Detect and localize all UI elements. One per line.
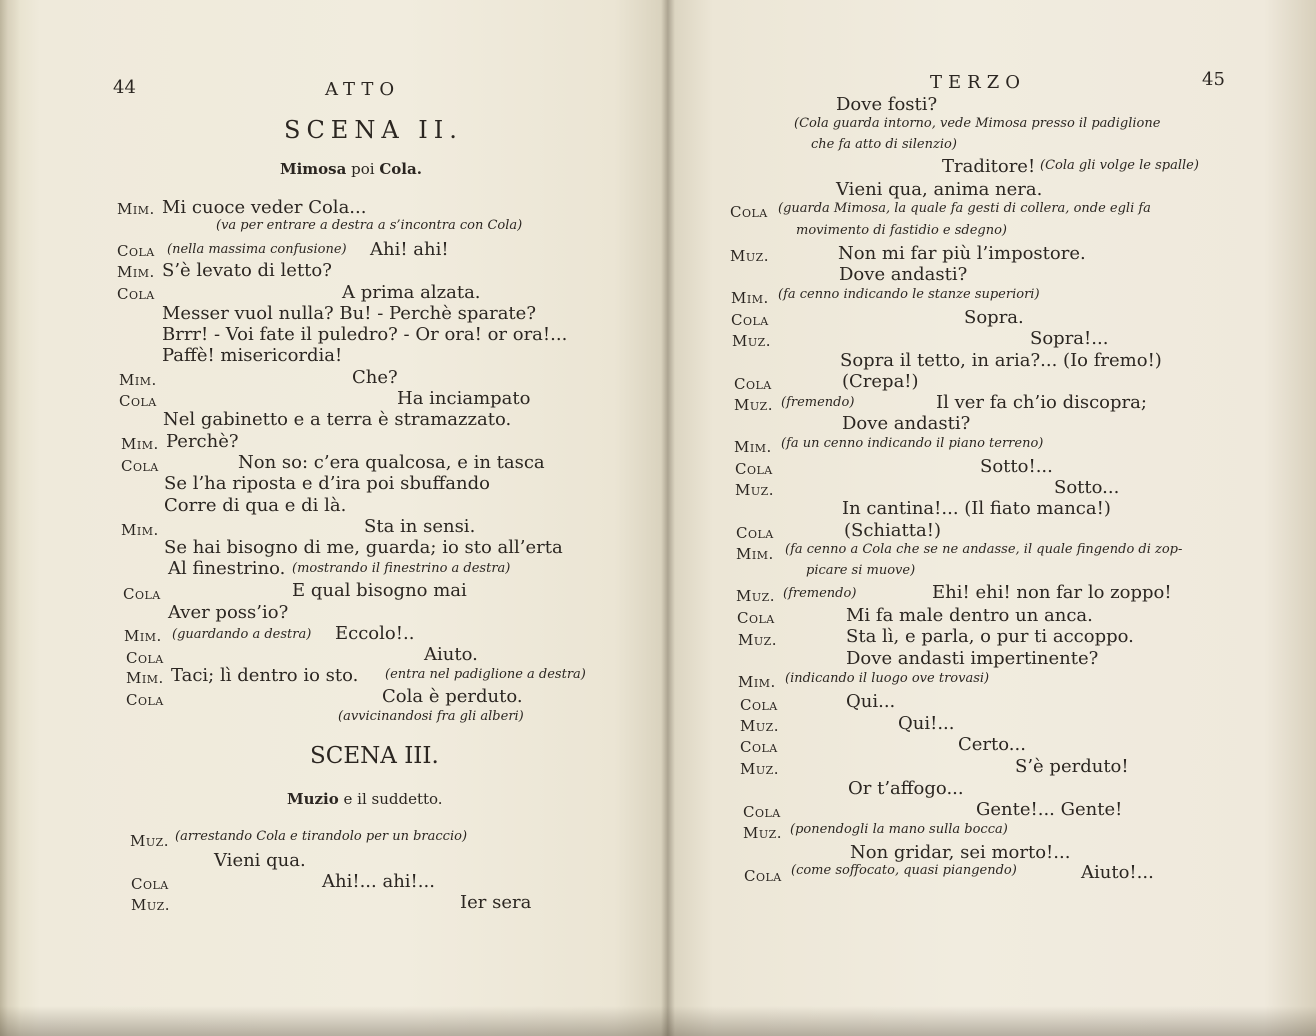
running-head: ATTO [325,79,401,100]
speaker: Cola [126,649,164,667]
page-number: 44 [113,77,136,98]
speaker: Mim. [124,627,162,645]
verse-line: Non mi far più l’impostore. [838,243,1086,264]
verse-line: In cantina!... (Il fiato manca!) [842,498,1111,519]
verse-line: Sotto!... [980,456,1053,477]
verse-line: S’è perduto! [1015,756,1129,777]
verse-line: E qual bisogno mai [292,580,467,601]
stage-direction: (indicando il luogo ove trovasi) [785,671,990,686]
stage-direction: (va per entrare a destra a s’incontra con Cola) [216,218,523,233]
verse-line: Al finestrino. [168,558,286,579]
speaker: Cola [737,609,775,627]
stage-direction: movimento di fastidio e sdegno) [796,223,1008,238]
stage-direction: (guardando a destra) [172,627,312,642]
speaker: Cola [730,203,768,221]
stage-direction: (fa un cenno indicando il piano terreno) [781,436,1044,451]
verse-line: Qui... [846,691,896,712]
speaker: Mim. [731,289,769,307]
right-page [668,0,1316,1036]
verse-line: Se l’ha riposta e d’ira poi sbuffando [164,473,490,494]
verse-line: Certo... [958,734,1026,755]
verse-line: Messer vuol nulla? Bu! - Perchè sparate? [162,303,536,324]
verse-line: S’è levato di letto? [162,260,332,281]
speaker: Muz. [130,832,170,850]
speaker: Cola [734,375,772,393]
stage-direction: (fremendo) [781,395,855,410]
speaker: Cola [121,457,159,475]
stage-direction: (fremendo) [783,586,857,601]
speaker: Muz. [740,760,780,778]
speaker: Cola [117,285,155,303]
verse-line: Nel gabinetto e a terra è stramazzato. [163,409,512,430]
verse-line: Ier sera [460,892,532,913]
speaker: Mim. [117,200,155,218]
connector-text: poi [351,160,375,178]
stage-direction: che fa atto di silenzio) [811,137,957,152]
speaker: Cola [735,460,773,478]
stage-direction: (Cola gli volge le spalle) [1040,158,1199,173]
verse-line: Vieni qua, anima nera. [836,179,1043,200]
speaker: Mim. [121,435,159,453]
stage-direction: (arrestando Cola e tirandolo per un braccio) [175,829,468,844]
verse-line: (Schiatta!) [844,520,941,541]
speaker: Muz. [740,717,780,735]
book-gutter [661,0,675,1036]
stage-direction: (fa cenno indicando le stanze superiori) [778,287,1040,302]
speaker: Muz. [732,332,772,350]
speaker: Mim. [736,545,774,563]
verse-line: Traditore! [942,156,1036,177]
character-name: Cola. [379,160,422,178]
scene-characters [280,160,422,178]
speaker: Mim. [117,263,155,281]
speaker: Cola [123,585,161,603]
speaker: Muz. [131,896,171,914]
page-edge [0,0,20,1036]
verse-line: Corre di qua e di là. [164,495,347,516]
speaker: Cola [119,392,157,410]
verse-line: Sopra!... [1030,328,1109,349]
verse-line: Ehi! ehi! non far lo zoppo! [932,582,1172,603]
verse-line: Taci; lì dentro io sto. [171,665,359,686]
verse-line: Aiuto!... [1081,862,1154,883]
speaker: Muz. [734,396,774,414]
stage-direction: (fa cenno a Cola che se ne andasse, il quale fingendo di zop- [785,542,1183,557]
verse-line: Qui!... [898,713,955,734]
verse-line: Mi fa male dentro un anca. [846,605,1093,626]
verse-line: Aiuto. [424,644,478,665]
verse-line: Paffè! misericordia! [162,345,343,366]
speaker: Cola [131,875,169,893]
verse-line: Eccolo!.. [335,623,415,644]
speaker: Cola [744,867,782,885]
verse-line: Il ver fa ch’io discopra; [936,392,1147,413]
verse-line: Ahi! ahi! [370,239,449,260]
scene-title: SCENA III. [310,743,439,769]
verse-line: Dove andasti? [842,413,971,434]
speaker: Mim. [119,371,157,389]
stage-direction: (avvicinandosi fra gli alberi) [338,709,524,724]
verse-line: Dove fosti? [836,94,938,115]
stage-direction: (guarda Mimosa, la quale fa gesti di collera, onde egli fa [778,201,1151,216]
verse-line: Ha inciampato [397,388,531,409]
speaker: Mim. [734,438,772,456]
verse-line: Se hai bisogno di me, guarda; io sto all’erta [164,537,563,558]
speaker: Muz. [738,631,778,649]
stage-direction: (entra nel padiglione a destra) [385,667,586,682]
verse-line: A prima alzata. [342,282,481,303]
stage-direction: (ponendogli la mano sulla bocca) [790,822,1008,837]
character-name: Mimosa [280,160,347,178]
verse-line: Or t’affogo... [848,778,964,799]
verse-line: Perchè? [166,431,239,452]
speaker: Cola [743,803,781,821]
verse-line: Non so: c’era qualcosa, e in tasca [238,452,545,473]
speaker: Muz. [730,247,770,265]
scene-title: SCENA II. [284,116,463,144]
verse-line: Non gridar, sei morto!... [850,842,1071,863]
speaker: Mim. [126,669,164,687]
speaker: Cola [126,691,164,709]
stage-direction: picare si muove) [806,563,916,578]
stage-direction: (come soffocato, quasi piangendo) [791,863,1017,878]
verse-line: Aver poss’io? [168,602,289,623]
page-bottom-edge [0,1006,1316,1036]
speaker: Mim. [738,673,776,691]
speaker: Cola [740,738,778,756]
stage-direction: (nella massima confusione) [167,242,347,257]
verse-line: Mi cuoce veder Cola... [162,197,367,218]
verse-line: Dove andasti impertinente? [846,648,1099,669]
speaker: Cola [117,242,155,260]
verse-line: Dove andasti? [839,264,968,285]
verse-line: Sopra il tetto, in aria?... (Io fremo!) [840,350,1162,371]
verse-line: Ahi!... ahi!... [322,871,435,892]
verse-line: (Crepa!) [842,371,919,392]
connector-text: e il suddetto. [343,790,443,808]
verse-line: Sta lì, e parla, o pur ti accoppo. [846,626,1134,647]
page-number: 45 [1202,69,1225,90]
speaker: Muz. [743,824,783,842]
speaker: Muz. [736,587,776,605]
character-name: Muzio [287,790,339,808]
verse-line: Brrr! - Voi fate il puledro? - Or ora! or ora!... [162,324,568,345]
speaker: Cola [740,696,778,714]
stage-direction: (mostrando il finestrino a destra) [292,561,511,576]
verse-line: Sotto... [1054,477,1120,498]
running-head: TERZO [930,72,1026,93]
scene-characters [287,790,443,808]
verse-line: Gente!... Gente! [976,799,1123,820]
speaker: Mim. [121,521,159,539]
verse-line: Vieni qua. [214,850,306,871]
speaker: Cola [736,524,774,542]
verse-line: Cola è perduto. [382,686,523,707]
verse-line: Sopra. [964,307,1024,328]
speaker: Cola [731,311,769,329]
speaker: Muz. [735,481,775,499]
stage-direction: (Cola guarda intorno, vede Mimosa presso il padiglione [794,116,1161,131]
verse-line: Che? [352,367,398,388]
verse-line: Sta in sensi. [364,516,476,537]
